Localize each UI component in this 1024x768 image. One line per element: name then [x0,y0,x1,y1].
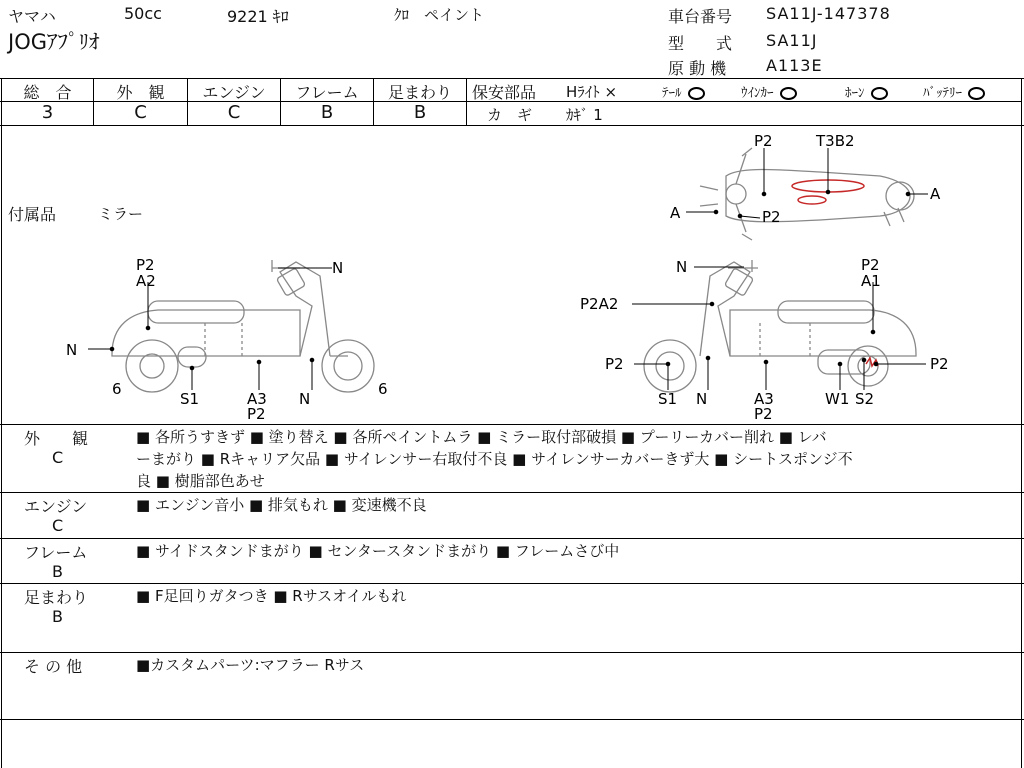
battery-label: ﾊﾞｯﾃﾘｰ [923,86,962,101]
frame-number-value: SA11J-147378 [766,4,891,23]
engine-model-label: 原 動 機 [668,59,727,78]
right-n-handle: N [676,258,688,276]
left-s1: S1 [180,390,200,408]
section-grade: C [52,516,64,535]
right-p2a2: P2A2 [580,295,619,313]
left-a2: A2 [136,272,156,290]
top-t3b2: T3B2 [816,132,855,150]
model-name: JOGｱﾌﾟﾘｵ [8,30,100,54]
suspension-grade-value: B [413,102,427,123]
right-p2-rear: P2 [930,355,949,373]
right-p2-front: P2 [605,355,624,373]
right-a1: A1 [861,272,881,290]
model-type-label: 型 式 [668,34,733,53]
left-6-front: 6 [378,380,388,398]
ok-circle-icon [780,87,797,100]
left-p2-top: P2 [136,256,155,274]
left-n-front: N [66,341,78,359]
safety-parts-title: 保安部品 [472,83,537,102]
key-label: カ ギ [487,106,533,124]
section-label: エンジン [24,497,88,516]
left-a3: A3 [247,390,267,408]
tail-light-label: ﾃｰﾙ [662,86,682,101]
frame-grade-label: フレーム [295,83,359,102]
ok-circle-icon [871,87,888,100]
right-p2-bottom: P2 [754,405,773,423]
defect-line: 良 ■ 樹脂部色あせ [136,472,265,490]
engine-grade-value: C [227,102,241,123]
model-type-value: SA11J [766,31,818,50]
frame-grade-value: B [320,102,334,123]
exterior-grade-label: 外 観 [116,83,165,102]
maker: ヤマハ [8,7,56,26]
top-view [700,148,914,240]
accessories-label: 付属品 [8,205,57,224]
defect-line: ■ サイドスタンドまがり ■ センタースタンドまがり ■ フレームさび中 [136,542,620,560]
right-a3: A3 [754,390,774,408]
defect-line: ■ 各所うすきず ■ 塗り替え ■ 各所ペイントムラ ■ ミラー取付部破損 ■ プーリーカバー削れ ■ レバ [136,428,827,446]
top-p2: P2 [754,132,773,150]
section-grade: C [52,448,64,467]
frame-number-label: 車台番号 [668,7,733,26]
defect-line: ■カスタムパーツ:マフラー Rサス [136,656,365,674]
displacement: 50cc [124,4,162,23]
engine-grade-label: エンジン [202,83,266,102]
key-value: ｶｷﾞ 1 [566,106,603,124]
left-6-rear: 6 [112,380,122,398]
right-n-bottom: N [696,390,708,408]
section-label: 足まわり [24,588,89,607]
winker-label: ｳｲﾝｶｰ [741,86,774,101]
section-label: そ の 他 [24,657,83,676]
section-label: フレーム [24,543,88,562]
scooter-damage-diagram [0,126,1024,424]
defect-line: ーまがり ■ Rキャリア欠品 ■ サイレンサー右取付不良 ■ サイレンサーカバーきず大 ■ シートスポンジ不 [136,450,853,468]
ok-circle-icon [688,87,705,100]
left-p2-bottom: P2 [247,405,266,423]
exterior-grade-value: C [134,102,147,123]
top-p2-front: P2 [762,208,781,226]
right-w1: W1 [825,390,850,408]
defect-line: ■ エンジン音小 ■ 排気もれ ■ 変速機不良 [136,496,427,514]
paint-color: ｸﾛ ペイント [394,6,485,24]
top-a-front: A [670,204,681,222]
right-s1: S1 [658,390,678,408]
left-n-handle: N [332,259,344,277]
ok-circle-icon [968,87,985,100]
overall-grade-value: 3 [41,102,54,123]
suspension-grade-label: 足まわり [387,83,452,102]
horn-status [845,82,888,101]
section-grade: B [52,607,63,626]
headlight-status: Hﾗｲﾄ × [566,83,618,101]
winker-status [741,82,797,101]
accessories-value: ミラー [98,205,144,223]
battery-status [923,82,985,101]
right-p2-top: P2 [861,256,880,274]
section-label: 外 観 [24,429,89,448]
overall-grade-label: 総 合 [23,83,72,102]
mileage: 9221 ｷﾛ [227,7,289,26]
left-n-bottom: N [299,390,311,408]
tail-light-status [662,82,705,101]
defect-line: ■ F足回りガタつき ■ Rサスオイルもれ [136,587,407,605]
right-s2: S2 [855,390,875,408]
top-a-rear: A [930,185,941,203]
horn-label: ﾎｰﾝ [845,86,865,101]
engine-model-value: A113E [766,56,823,75]
section-grade: B [52,562,63,581]
